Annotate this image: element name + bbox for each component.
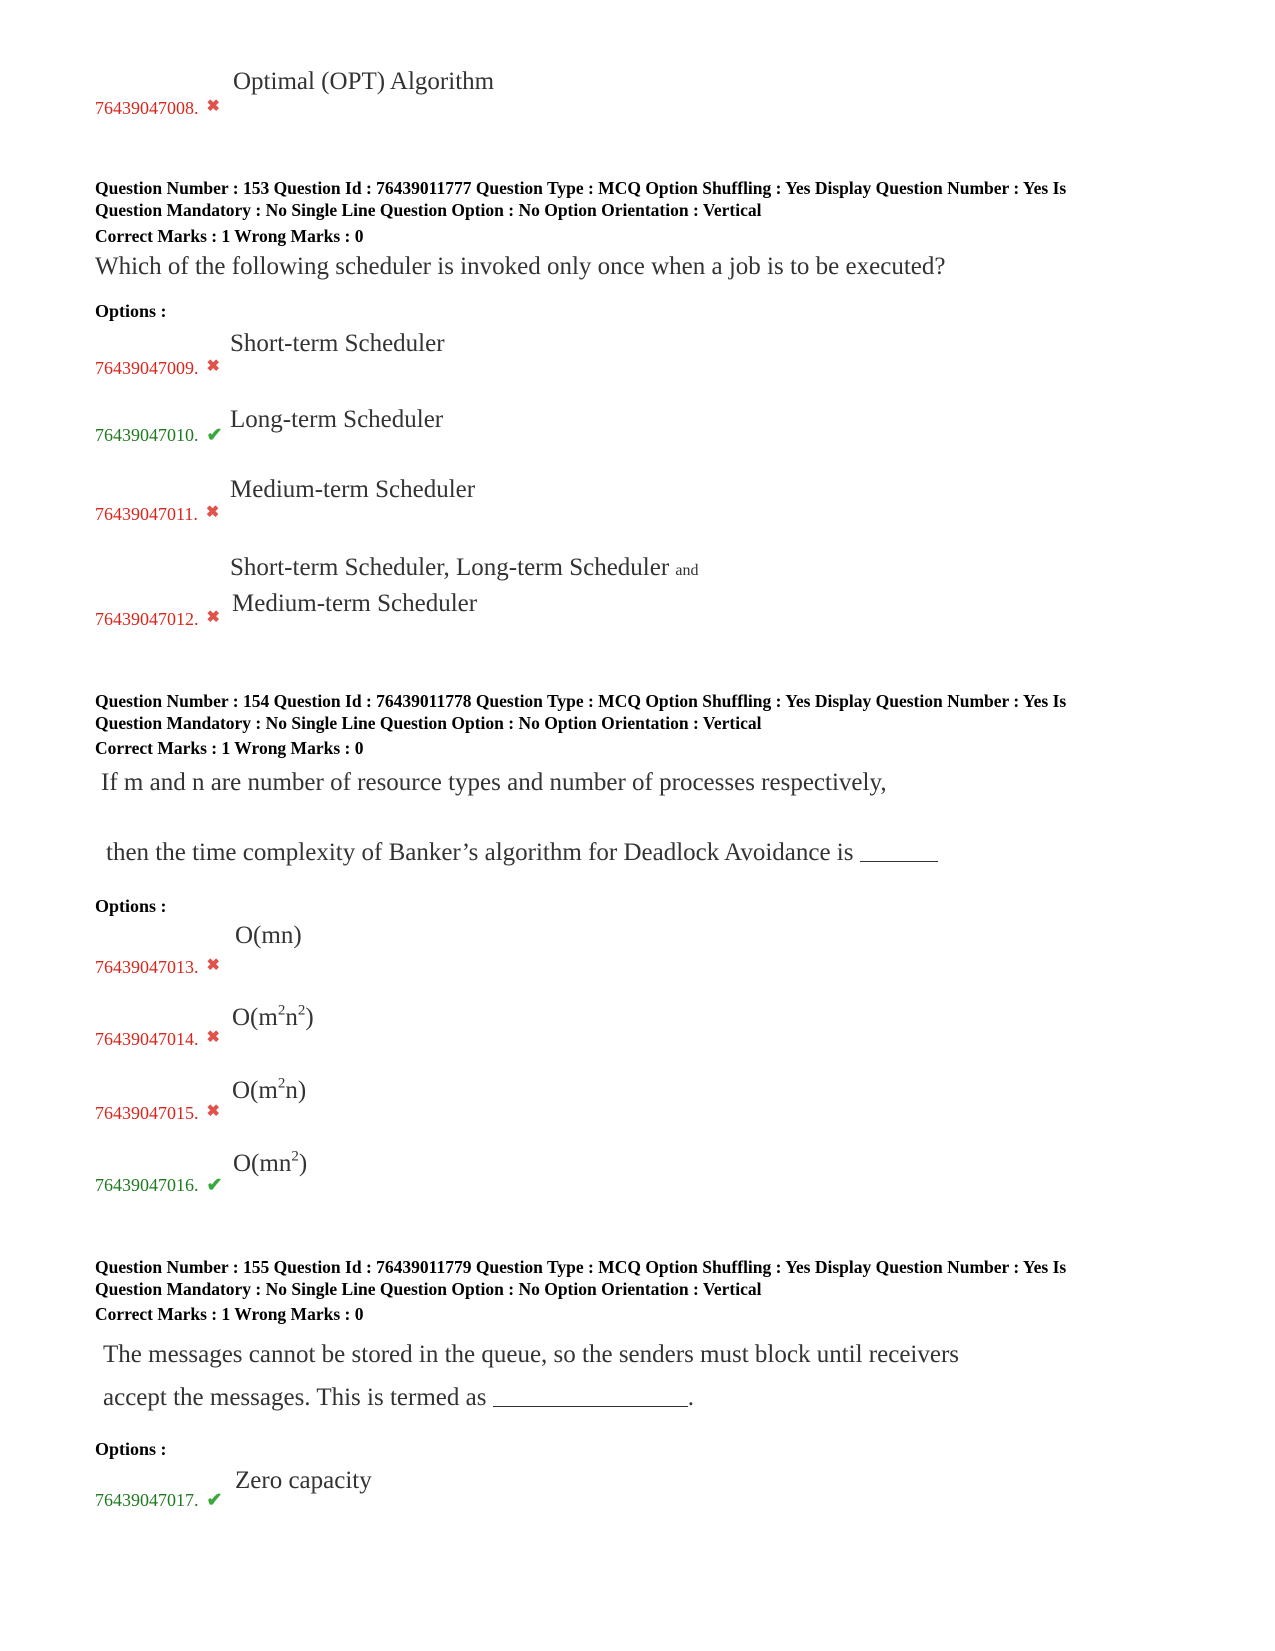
question-meta-line1: Question Number : 155 Question Id : 76439011779 Question Type : MCQ Option Shuffling : Yes Display Question Number : Yes Is — [95, 1257, 1067, 1277]
option-math-mid: n — [285, 1004, 298, 1031]
question-text-line1: If m and n are number of resource types and number of processes respectively, — [101, 769, 887, 796]
option-text — [232, 1004, 314, 1032]
option-text — [232, 1077, 306, 1105]
option-text: Long-term Scheduler — [230, 406, 444, 433]
option-id-text: 76439047008. — [95, 98, 199, 118]
option-math-sup: 2 — [277, 1002, 286, 1019]
option-text-part1: Short-term Scheduler — [230, 554, 444, 581]
question-meta-line2: Question Mandatory : No Single Line Question Option : No Option Orientation : Vertical — [95, 713, 762, 733]
option-math-base: O(mn — [233, 1150, 292, 1177]
options-label: Options : — [95, 1439, 167, 1459]
question-marks: Correct Marks : 1 Wrong Marks : 0 — [95, 1304, 364, 1324]
option-text: Medium-term Scheduler — [230, 476, 476, 503]
option-math-end: ) — [305, 1004, 314, 1031]
option-id-text: 76439047015. — [95, 1103, 199, 1123]
option-id-text: 76439047017. — [95, 1490, 199, 1510]
cross-icon: ✖ — [206, 1029, 220, 1046]
option-math-base: O(m — [232, 1004, 278, 1031]
cross-icon: ✖ — [206, 98, 220, 115]
option-id — [95, 502, 219, 525]
option-text: Zero capacity — [235, 1467, 372, 1494]
option-math-end: ) — [298, 1150, 308, 1177]
question-marks: Correct Marks : 1 Wrong Marks : 0 — [95, 738, 364, 758]
option-id-text: 76439047014. — [95, 1029, 199, 1049]
option-id — [95, 1101, 220, 1124]
option-math-end: n) — [285, 1077, 307, 1104]
cross-icon: ✖ — [206, 358, 220, 375]
question-meta-line2: Question Mandatory : No Single Line Question Option : No Option Orientation : Vertical — [95, 200, 762, 220]
question-text: Which of the following scheduler is invoked only once when a job is to be executed? — [95, 253, 946, 280]
option-text: Optimal (OPT) Algorithm — [233, 68, 495, 95]
answer-blank — [493, 1386, 688, 1407]
option-id — [95, 96, 220, 119]
option-text-part2: Long-term Scheduler — [456, 554, 670, 581]
cross-icon: ✖ — [206, 1103, 220, 1120]
option-text-sep: , — [443, 554, 450, 581]
question-text-body: then the time complexity of Banker’s algorithm for Deadlock Avoidance is — [106, 839, 854, 866]
option-text-line1 — [230, 554, 699, 582]
question-text-line2 — [103, 1384, 694, 1412]
answer-blank — [860, 841, 938, 862]
check-icon: ✔ — [206, 1175, 223, 1196]
option-text — [233, 1150, 307, 1178]
option-id-text: 76439047011. — [95, 504, 198, 524]
option-id — [95, 1027, 220, 1050]
option-id — [95, 424, 222, 447]
option-id-text: 76439047013. — [95, 957, 199, 977]
option-id-text: 76439047016. — [95, 1175, 199, 1195]
question-text-end: . — [687, 1384, 694, 1411]
option-id — [95, 607, 220, 630]
option-id-text: 76439047010. — [95, 425, 199, 445]
option-id-text: 76439047009. — [95, 358, 199, 378]
option-id-text: 76439047012. — [95, 609, 199, 629]
option-text-and: and — [675, 562, 699, 579]
cross-icon: ✖ — [206, 957, 220, 974]
option-math-sup: 2 — [277, 1075, 286, 1092]
option-id — [95, 1174, 222, 1197]
check-icon: ✔ — [206, 425, 223, 446]
option-math-sup: 2 — [297, 1002, 306, 1019]
option-math-base: O(m — [232, 1077, 278, 1104]
option-text: Short-term Scheduler — [230, 330, 445, 357]
question-meta-line1: Question Number : 153 Question Id : 76439011777 Question Type : MCQ Option Shuffling : Yes Display Question Number : Yes Is — [95, 178, 1067, 198]
option-text-line2: Medium-term Scheduler — [232, 590, 478, 617]
option-id — [95, 955, 220, 978]
question-meta-line1: Question Number : 154 Question Id : 76439011778 Question Type : MCQ Option Shuffling : Yes Display Question Number : Yes Is — [95, 691, 1067, 711]
option-id — [95, 356, 220, 379]
question-text-line1: The messages cannot be stored in the queue, so the senders must block until receivers — [103, 1341, 960, 1368]
check-icon: ✔ — [206, 1490, 223, 1511]
question-text-body: accept the messages. This is termed as — [103, 1384, 487, 1411]
cross-icon: ✖ — [206, 609, 220, 626]
option-math-sup: 2 — [291, 1148, 299, 1165]
question-marks: Correct Marks : 1 Wrong Marks : 0 — [95, 226, 364, 246]
options-label: Options : — [95, 301, 167, 321]
option-text: O(mn) — [235, 922, 302, 949]
question-meta-line2: Question Mandatory : No Single Line Question Option : No Option Orientation : Vertical — [95, 1279, 762, 1299]
question-text-line2 — [106, 839, 938, 867]
cross-icon: ✖ — [205, 504, 220, 521]
option-id — [95, 1489, 222, 1512]
options-label: Options : — [95, 896, 167, 916]
